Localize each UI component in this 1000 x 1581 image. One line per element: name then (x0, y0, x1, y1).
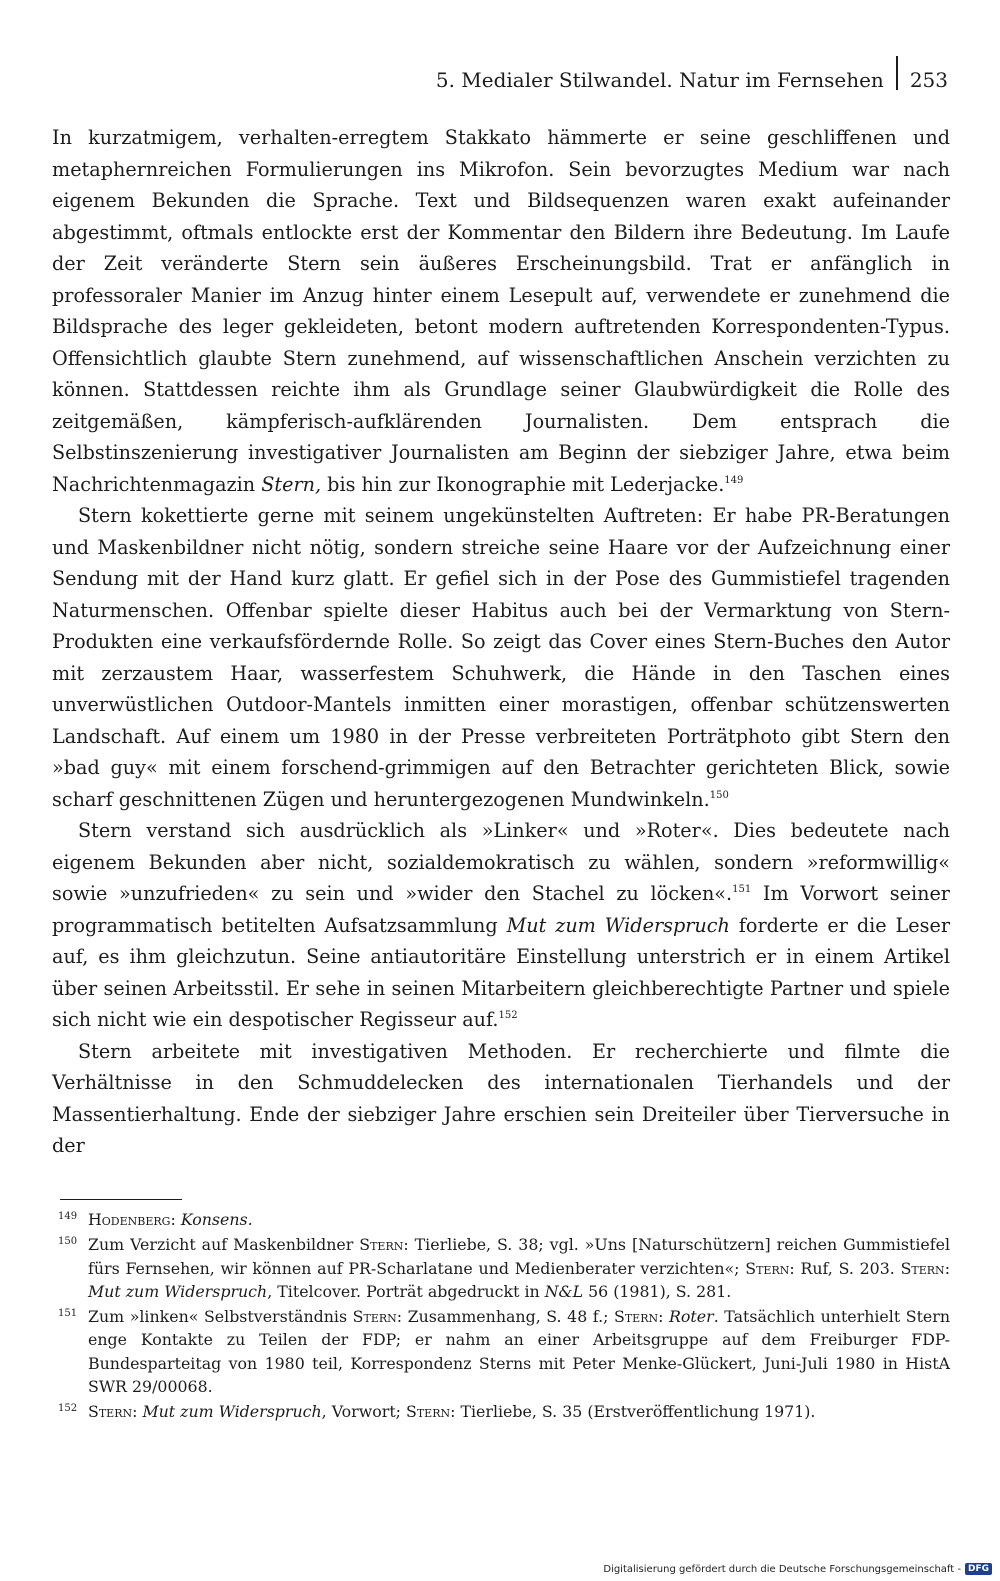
italic-span: Stern, (261, 472, 322, 496)
author-name: Stern (406, 1402, 451, 1422)
footnote-reference[interactable]: 149 (724, 474, 744, 486)
footnote-reference[interactable]: 150 (709, 789, 729, 801)
footnote-number: 152 (58, 1403, 78, 1415)
footnote-text (88, 1305, 950, 1398)
digitization-banner (603, 1563, 992, 1575)
author-name: Stern (745, 1258, 790, 1278)
text-span: forderte er die Leser auf, es ihm gleichzutun. Seine antiautoritäre Einstellung unterstrich er in einem Artikel über seinen Arbeitsstil. Er sehe in seinen Mitarbeitern gleichberechtigte Partner und spiele sich nicht wie ein despotischer Regisseur auf. (52, 913, 950, 1031)
text-span: In kurzatmigem, verhalten-erregtem Stakkato hämmerte er seine geschliffenen und metaphernreichen Formulierungen ins Mikrofon. Sein bevorzugtes Medium war nach eigenem Bekunden die Sprache. Text und Bildsequenzen waren exakt aufeinander abgestimmt, oftmals entlockte erst der Kommentar den Bildern ihre Bedeutung. Im Laufe der Zeit veränderte Stern sein äußeres Erscheinungsbild. Trat er anfänglich in professoraler Manier im Anzug hinter einem Lesepult auf, verwendete er zunehmend die Bildsprache des leger gekleideten, betont modern auftretenden Korrespondenten-Typus. Offensichtlich glaubte Stern zunehmend, auf wissenschaftlichen Anschein verzichten zu können. Stattdessen reichte ihm als Grundlage seiner Glaubwürdigkeit die Rolle des zeitgemäßen, kämpferisch-aufklärenden Journalisten. Dem entsprach die Selbstinszenierung investigativer Journalisten am Beginn der siebziger Jahre, etwa beim Nachrichtenmagazin (52, 126, 950, 496)
page-number: 253 (909, 68, 948, 92)
footnote-text (88, 1208, 950, 1231)
text-span: , Titelcover. Porträt abgedruckt in (267, 1281, 545, 1301)
italic-span: Mut zum Widerspruch (506, 913, 730, 937)
banner-text: Digitalisierung gefördert durch die Deutsche Forschungsgemeinschaft - (603, 1563, 961, 1575)
footnote-150 (52, 1233, 950, 1303)
paragraph (52, 500, 950, 815)
text-span: Stern verstand sich ausdrücklich als »Linker« und »Roter«. Dies bedeutete nach eigenem Bekunden aber nicht, sozialdemokratisch zu wählen, sondern »reformwillig« sowie »unzufrieden« zu sein und »wider den Stachel zu löcken«. (52, 819, 950, 905)
text-span: : (944, 1258, 951, 1278)
italic-span: N&L (544, 1281, 584, 1301)
text-span: Stern arbeitete mit investigativen Methoden. Er recherchierte und filmte die Verhältnisse in den Schmuddelecken des internationalen Tierhandels und der Massentierhaltung. Ende der siebziger Jahre erschien sein Dreiteiler über Tierversuche in der (52, 1039, 950, 1157)
author-name: Stern (614, 1307, 659, 1327)
footnotes (52, 1208, 950, 1426)
footnote-text (88, 1233, 950, 1303)
footnote-number: 149 (58, 1211, 78, 1222)
author-name: Stern (900, 1258, 945, 1278)
text-span: . Tatsächlich unterhielt Stern enge Kontakte zu Teilen der FDP; er nahm an einer Arbeitsgruppe auf dem Freiburger FDP-Bundesparteitag von 1980 teil, Korrespondenz Sterns mit Peter Menke-Glückert, Juni-Juli 1980 in HistA SWR 29/00068. (88, 1307, 950, 1397)
italic-span: Mut zum Widerspruch (142, 1402, 322, 1422)
footnote-separator (60, 1199, 182, 1200)
text-span: : Zusammenhang, S. 48 f.; (396, 1307, 615, 1327)
footnote-151 (52, 1305, 950, 1398)
author-name: Hodenberg: (88, 1210, 176, 1229)
text-span: bis hin zur Ikonographie mit Lederjacke. (321, 472, 725, 496)
running-header (436, 56, 948, 92)
header-divider (896, 56, 898, 90)
author-name: Stern (352, 1307, 397, 1327)
author-name: Stern (359, 1235, 404, 1255)
footnote-149 (52, 1208, 950, 1231)
italic-span: Roter (669, 1307, 714, 1327)
text-span: Zum »linken« Selbstverständnis (88, 1307, 353, 1327)
text-span: Zum Verzicht auf Maskenbildner (88, 1235, 360, 1255)
author-name: Stern (88, 1402, 133, 1422)
text-span: : Tierliebe, S. 35 (Erstveröffentlichung 1971). (450, 1402, 816, 1422)
footnote-text (88, 1400, 950, 1423)
main-text (52, 122, 950, 1162)
text-span: , Vorwort; (321, 1402, 407, 1422)
text-span: : (132, 1402, 143, 1422)
paragraph (52, 122, 950, 500)
dfg-logo: DFG (965, 1563, 992, 1575)
paragraph (52, 1036, 950, 1162)
text-span: : (658, 1307, 670, 1327)
footnote-152 (52, 1400, 950, 1423)
footnote-reference[interactable]: 151 (732, 884, 752, 895)
italic-span: Mut zum Widerspruch (88, 1281, 268, 1301)
text-span: : Tierliebe, S. 38; vgl. »Uns [Naturschützern] reichen Gummistiefel fürs Fernsehen, wir können auf PR-Scharlatane und Medienberater verzichten«; (88, 1235, 951, 1278)
text-span: : Ruf, S. 203. (789, 1258, 901, 1278)
footnote-number: 150 (58, 1236, 78, 1248)
footnote-reference[interactable]: 152 (498, 1010, 518, 1021)
text-span: Im Vorwort seiner programmatisch betitelten Aufsatzsammlung (52, 882, 950, 937)
italic-span: Konsens. (180, 1210, 253, 1229)
paragraph (52, 815, 950, 1036)
text-span: 56 (1981), S. 281. (583, 1281, 732, 1301)
footnote-number: 151 (58, 1308, 78, 1320)
chapter-title: 5. Medialer Stilwandel. Natur im Fernsehen (435, 68, 884, 92)
text-span: Stern kokettierte gerne mit seinem ungekünstelten Auftreten: Er habe PR-Beratungen und Maskenbildner nicht nötig, sondern streiche seine Haare vor der Aufzeichnung einer Sendung mit der Hand kurz glatt. Er gefiel sich in der Pose des Gummistiefel tragenden Naturmenschen. Offenbar spielte dieser Habitus auch bei der Vermarktung von Stern-Produkten eine verkaufsfördernde Rolle. So zeigt das Cover eines Stern-Buches den Autor mit zerzaustem Haar, wasserfestem Schuhwerk, die Hände in den Taschen eines unverwüstlichen Outdoor-Mantels inmitten einer morastigen, offenbar schützenswerten Landschaft. Auf einem um 1980 in der Presse verbreiteten Porträtphoto gibt Stern den »bad guy« mit einem forschend-grimmigen auf den Betrachter gerichteten Blick, sowie scharf geschnittenen Zügen und heruntergezogenen Mundwinkeln. (52, 504, 950, 811)
